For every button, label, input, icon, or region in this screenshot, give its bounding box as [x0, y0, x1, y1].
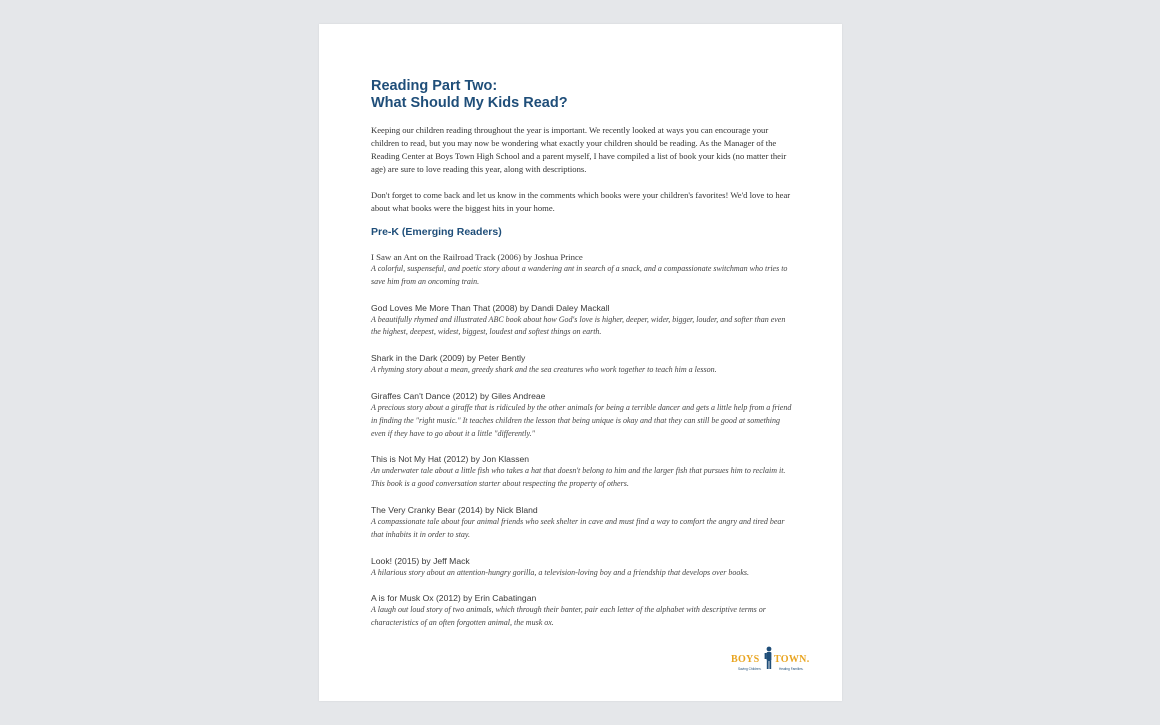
document-page [319, 24, 842, 701]
page-title [371, 78, 796, 112]
book-description: A precious story about a giraffe that is ridiculed by the other animals for being a terrible dancer and gets a little help from a friend in finding the "right music." It teaches children the lesson that being unique is okay and that they can still be good at something even if they have to go about it a little "differently." [371, 402, 792, 438]
book-item [371, 390, 796, 440]
title-line-2: What Should My Kids Read? [371, 95, 568, 111]
book-item [371, 504, 796, 542]
book-item [371, 555, 796, 580]
title-line-1: Reading Part Two: [371, 78, 498, 94]
logo-tagline-right: Healing Families. [779, 667, 804, 671]
comments-paragraph: Don't forget to come back and let us know in the comments which books were your children's favorites! We'd love to hear about what books were the biggest hits in your home. [371, 190, 791, 213]
book-item [371, 592, 796, 630]
book-description: A beautifully rhymed and illustrated ABC book about how God's love is higher, deeper, wider, bigger, louder, and softer than even the highest, deepest, widest, biggest, loudest and softest things on earth. [371, 314, 786, 337]
section-heading-pre-k: Pre-K (Emerging Readers) [371, 226, 502, 238]
book-description: A hilarious story about an attention-hungry gorilla, a television-loving boy and a friendship that develops over books. [371, 567, 750, 577]
intro-paragraph: Keeping our children reading throughout the year is important. We recently looked at ways you can encourage your children to read, but you may now be wondering what exactly your children should be reading. As the Manager of the Reading Center at Boys Town High School and a parent myself, I have compiled a list of book your kids (no matter their age) are sure to love reading this year, along with descriptions. [371, 125, 787, 174]
book-title: Shark in the Dark (2009) by Peter Bently [371, 353, 526, 364]
book-description: A laugh out loud story of two animals, which through their banter, pair each letter of the alphabet with descriptive terms or characteristics of an often forgotten animal, the musk ox. [371, 605, 766, 628]
book-item [371, 453, 796, 491]
book-title: Look! (2015) by Jeff Mack [371, 555, 470, 566]
book-title: Giraffes Can't Dance (2012) by Giles Andreae [371, 390, 546, 401]
logo-tagline-left: Saving Children. [738, 667, 762, 671]
book-description: A compassionate tale about four animal friends who seek shelter in cave and must find a way to comfort the angry and tired bear that inhabits it in order to stay. [371, 516, 785, 539]
boys-town-logo [731, 646, 816, 674]
book-item [371, 302, 796, 340]
logo-word-town: TOWN. [774, 654, 810, 665]
book-title: A is for Musk Ox (2012) by Erin Cabatingan [371, 593, 537, 604]
book-item [371, 251, 796, 289]
book-title: God Loves Me More Than That (2008) by Dandi Daley Mackall [371, 302, 610, 313]
book-description: An underwater tale about a little fish who takes a hat that doesn't belong to him and the larger fish that pursues him to reclaim it. This book is a good conversation starter about respecting the property of others. [371, 466, 786, 489]
person-figure-icon [764, 646, 774, 670]
book-description: A rhyming story about a mean, greedy shark and the sea creatures who work together to teach him a lesson. [371, 365, 717, 375]
book-title: I Saw an Ant on the Railroad Track (2006) by Joshua Prince [371, 252, 583, 262]
document-content [371, 78, 796, 643]
book-title: This is Not My Hat (2012) by Jon Klassen [371, 454, 530, 465]
book-list [371, 251, 796, 630]
book-description: A colorful, suspenseful, and poetic story about a wandering ant in search of a snack, and a compassionate switchman who tries to save him from an oncoming train. [371, 264, 788, 286]
book-title: The Very Cranky Bear (2014) by Nick Bland [371, 504, 538, 515]
logo-word-boys: BOYS [731, 654, 760, 665]
book-item [371, 352, 796, 377]
